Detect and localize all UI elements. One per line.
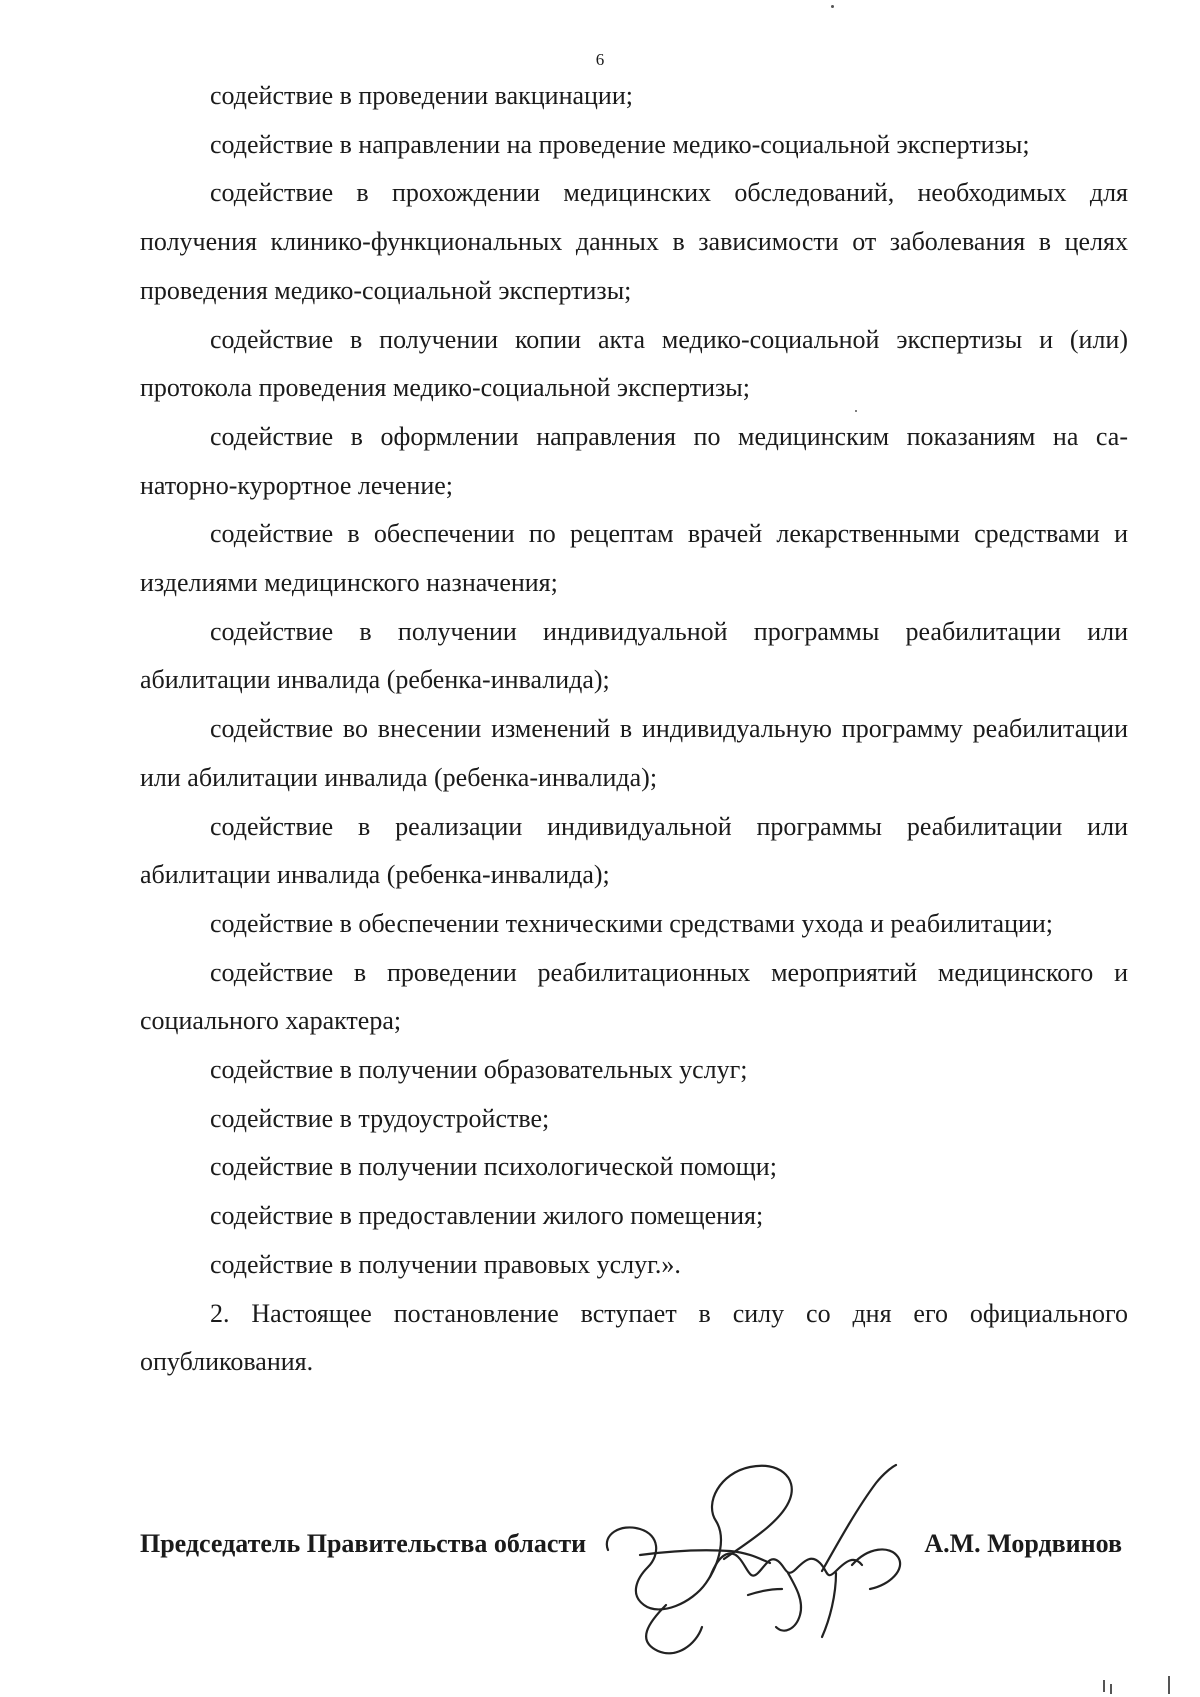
paragraph: содействие в обеспечении техническими средствами ухода и реабилитации; xyxy=(210,908,1054,938)
scan-artifact xyxy=(1110,1684,1112,1694)
document-body xyxy=(140,72,1128,1387)
paragraph: содействие в проведении реабилитационных мероприятий медицинского и социального характера; xyxy=(140,957,1128,1036)
closing-paragraph: 2. Настоящее постановление вступает в силу со дня его официального опубликования. xyxy=(140,1298,1128,1377)
paragraph: содействие в предоставлении жилого помещения; xyxy=(210,1201,764,1231)
scan-artifact xyxy=(1168,1676,1170,1694)
paragraph: содействие в направлении на проведение медико-социальной экспертизы; xyxy=(210,129,1030,159)
paragraph: содействие в получении психологической помощи; xyxy=(210,1152,777,1182)
paragraph: содействие в обеспечении по рецептам врачей лекарственными средствами и изделиями медицинского назначения; xyxy=(140,519,1128,598)
paragraph: содействие в получении копии акта медико-социальной экспертизы и (или) протокола проведения медико-социальной экспертизы; xyxy=(140,324,1128,403)
paragraph: содействие в получении индивидуальной программы реабилитации или абилитации инвалида (ребенка-инвалида); xyxy=(140,616,1128,695)
paragraph: содействие в получении правовых услуг.». xyxy=(210,1249,681,1279)
signatory-position: Председатель Правительства области xyxy=(140,1529,587,1558)
scan-artifact xyxy=(831,5,834,8)
paragraph: содействие в трудоустройстве; xyxy=(210,1103,550,1133)
paragraph: содействие в оформлении направления по медицинским показаниям на санаторно-курортное лечение; xyxy=(140,421,1128,500)
scan-artifact xyxy=(1103,1680,1105,1692)
handwritten-signature xyxy=(600,1455,940,1665)
paragraph: содействие в реализации индивидуальной программы реабилитации или абилитации инвалида (ребенка-инвалида); xyxy=(140,811,1128,890)
page-number: 6 xyxy=(595,50,605,69)
paragraph: содействие в получении образовательных услуг; xyxy=(210,1055,748,1085)
scan-artifact xyxy=(855,410,857,412)
paragraph: содействие во внесении изменений в индивидуальную программу реабилитации или абилитации инвалида (ребенка-инвалида); xyxy=(140,714,1128,792)
signatory-name: А.М. Мордвинов xyxy=(924,1529,1122,1558)
paragraph: содействие в прохождении медицинских обследований, необходимых для получения клинико-функциональных данных в зависимости от заболевания в целях проведения медико-социальной экспертизы; xyxy=(140,178,1128,305)
paragraph: содействие в проведении вакцинации; xyxy=(210,81,633,110)
